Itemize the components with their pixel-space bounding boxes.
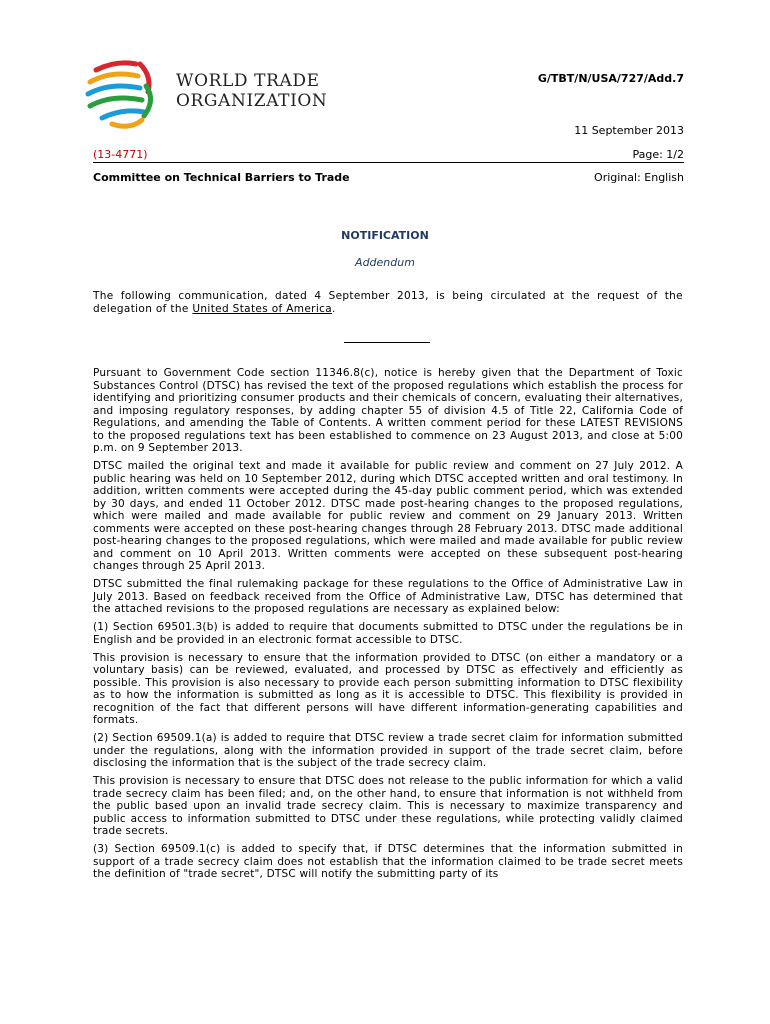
body-paragraph: DTSC mailed the original text and made it available for public review and comment on 27 July 2012. A public hearing was held on 10 September 2012, during which DTSC accepted written and oral testimony. In addition, written comments were accepted during the 45-day public comment period, which was extended by 30 days, and ended 11 October 2012. DTSC made post-hearing changes to the proposed regulations, which were mailed and made available for public review and comment on 29 January 2013. Written comments were accepted on these post-hearing changes through 28 February 2013. DTSC made additional post-hearing changes to the proposed regulations, which were mailed and made available for public review and comment on 10 April 2013. Written comments were accepted on these subsequent post-hearing changes through 25 April 2013.: [93, 460, 683, 572]
page-number: Page: 1/2: [632, 148, 684, 161]
wto-logo: [82, 56, 342, 136]
body-paragraph: DTSC submitted the final rulemaking package for these regulations to the Office of Administrative Law in July 2013. Based on feedback received from the Office of Administrative Law, DTSC has determined that the attached revisions to the proposed regulations are necessary as explained below:: [93, 578, 683, 615]
document-symbol: G/TBT/N/USA/727/Add.7: [537, 72, 684, 85]
document-date: 11 September 2013: [574, 124, 684, 137]
intro-paragraph: [93, 290, 683, 316]
country-name: United States of America: [192, 303, 332, 315]
reference-number: (13-4771): [93, 148, 148, 161]
addendum-subtitle: Addendum: [355, 256, 415, 269]
org-name-line1: WORLD TRADE: [176, 71, 320, 91]
org-name-line2: ORGANIZATION: [176, 91, 328, 111]
original-language: Original: English: [594, 171, 684, 184]
notification-title: NOTIFICATION: [341, 229, 429, 242]
section-separator: [344, 342, 430, 343]
header-divider: [93, 162, 684, 163]
body-paragraph: (1) Section 69501.3(b) is added to require that documents submitted to DTSC under the regulations be in English and be provided in an electronic format accessible to DTSC.: [93, 621, 683, 646]
committee-name: Committee on Technical Barriers to Trade: [93, 171, 350, 184]
body-paragraph: (3) Section 69509.1(c) is added to specify that, if DTSC determines that the information submitted in support of a trade secrecy claim does not establish that the information claimed to be trade secret meets the definition of "trade secret", DTSC will notify the submitting party of its: [93, 843, 683, 880]
body-paragraph: This provision is necessary to ensure that the information provided to DTSC (on either a mandatory or a voluntary basis) can be reviewed, evaluated, and processed by DTSC as effectively and efficiently as possible. This provision is also necessary to provide each person submitting information to DTSC flexibility as to how the information is submitted as long as it is accessible to DTSC. This flexibility is provided in recognition of the fact that different persons will have different information-generating capabilities and formats.: [93, 651, 683, 726]
wto-emblem-icon: [82, 56, 162, 130]
intro-text: The following communication, dated 4 September 2013, is being circulated at the request of the delegation of the: [93, 290, 683, 315]
body-paragraph: (2) Section 69509.1(a) is added to require that DTSC review a trade secret claim for information submitted under the regulations, along with the information provided in support of the trade secret claim, before disclosing the information that is the subject of the trade secrecy claim.: [93, 732, 683, 769]
intro-end: .: [332, 303, 336, 315]
organization-name: [176, 71, 327, 111]
notification-body: [93, 367, 683, 886]
body-paragraph: Pursuant to Government Code section 11346.8(c), notice is hereby given that the Department of Toxic Substances Control (DTSC) has revised the text of the proposed regulations which establish the process for identifying and prioritizing consumer products and their chemicals of concern, evaluating their alternatives, and imposing regulatory responses, by adding chapter 55 of division 4.5 of Title 22, California Code of Regulations, and amending the Table of Contents. A written comment period for these LATEST REVISIONS to the proposed regulations text has been established to commence on 23 August 2013, and close at 5:00 p.m. on 9 September 2013.: [93, 367, 683, 454]
body-paragraph: This provision is necessary to ensure that DTSC does not release to the public information for which a valid trade secrecy claim has been filed; and, on the other hand, to ensure that information is not withheld from the public based upon an invalid trade secrecy claim. This is necessary to maximize transparency and public access to information submitted to DTSC under these regulations, while protecting validly claimed trade secrets.: [93, 775, 683, 837]
